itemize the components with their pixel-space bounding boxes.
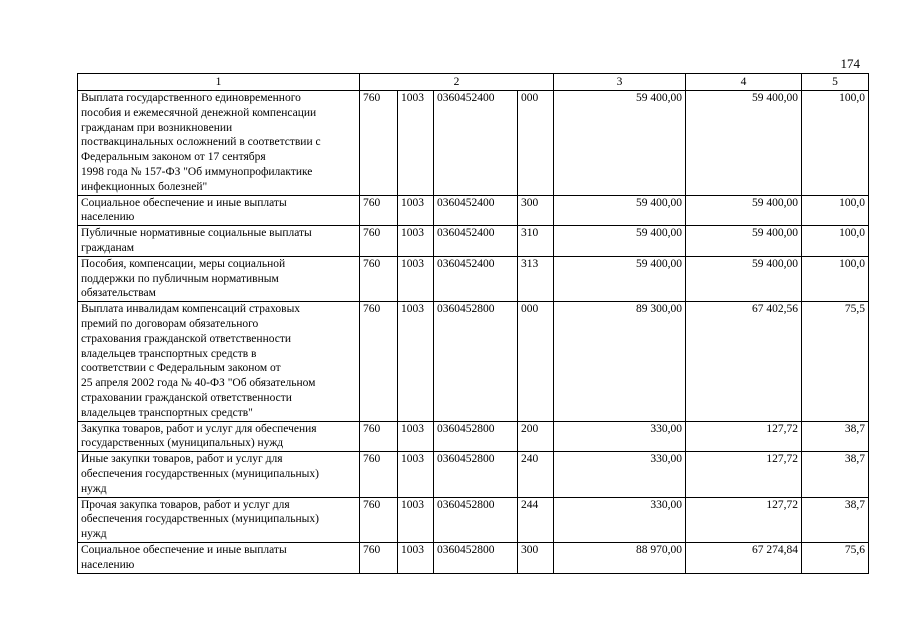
row-name-line: Выплата государственного единовременного [81,92,301,104]
code-type: 300 [518,542,554,573]
table-row [78,91,869,196]
value-col-3: 59 400,00 [554,91,686,196]
row-name-line: поддержки по публичным нормативным [81,272,279,285]
header-cell-5: 5 [802,74,869,91]
code-target: 0360452800 [434,542,518,573]
table-row [78,226,869,257]
code-type: 240 [518,452,554,497]
code-section: 1003 [398,91,434,196]
value-col-3: 330,00 [554,421,686,452]
code-target: 0360452800 [434,452,518,497]
value-col-4: 59 400,00 [686,256,802,301]
table-row [78,497,869,542]
row-name-line: Публичные нормативные социальные выплаты [81,227,312,240]
row-name-line: Социальное обеспечение и иные выплаты [81,196,287,209]
value-col-5: 100,0 [802,226,869,257]
row-name [78,91,360,196]
table-row [78,542,869,573]
code-type: 200 [518,421,554,452]
code-admin: 760 [360,226,398,257]
value-col-3: 330,00 [554,497,686,542]
row-name [78,542,360,573]
row-name-line: соответствии с Федеральным законом от [81,362,281,375]
code-section: 1003 [398,542,434,573]
row-name [78,421,360,452]
row-name-line: Социальное обеспечение и иные выплаты [81,543,287,556]
row-name-line: Выплата инвалидам компенсаций страховых [81,303,301,316]
row-name-line: населению [81,211,135,224]
row-name-line: обязательствам [81,287,156,300]
row-name-line: Закупка товаров, работ и услуг для обеспечения [81,422,317,435]
table-row [78,195,869,226]
code-admin: 760 [360,542,398,573]
row-name-line: пособия и ежемесячной денежной компенсации [81,106,317,119]
value-col-5: 75,5 [802,302,869,421]
row-name-line: нужд [81,528,107,541]
value-col-5: 38,7 [802,421,869,452]
value-col-5: 100,0 [802,91,869,196]
row-name [78,256,360,301]
table-row [78,421,869,452]
code-section: 1003 [398,421,434,452]
row-name-line: инфекционных болезней" [81,180,208,193]
code-admin: 760 [360,421,398,452]
code-section: 1003 [398,302,434,421]
code-section: 1003 [398,195,434,226]
header-cell-2: 2 [360,74,554,91]
code-admin: 760 [360,256,398,301]
row-name-line: гражданам [81,241,135,254]
header-cell-1: 1 [78,74,360,91]
value-col-4: 67 274,84 [686,542,802,573]
code-admin: 760 [360,302,398,421]
value-col-3: 88 970,00 [554,542,686,573]
code-type: 300 [518,195,554,226]
table-row [78,302,869,421]
row-name-line: страховании гражданской ответственности [81,391,292,404]
value-col-4: 59 400,00 [686,91,802,196]
row-name-line: обеспечения государственных (муниципальных) [81,467,319,480]
row-name [78,302,360,421]
row-name-line: Федеральным законом от 17 сентября [81,151,266,164]
row-name [78,497,360,542]
row-name-line: гражданам при возникновении [81,121,233,134]
value-col-4: 67 402,56 [686,302,802,421]
row-name-line: государственных (муниципальных) нужд [81,437,284,450]
code-type: 310 [518,226,554,257]
value-col-4: 59 400,00 [686,226,802,257]
row-name [78,226,360,257]
table-body [78,91,869,574]
row-name-line: владельцев транспортных средств" [81,406,253,419]
code-section: 1003 [398,497,434,542]
row-name-line: владельцев транспортных средств в [81,347,257,360]
row-name [78,452,360,497]
value-col-3: 59 400,00 [554,226,686,257]
code-target: 0360452400 [434,256,518,301]
table-row [78,256,869,301]
value-col-3: 330,00 [554,452,686,497]
code-target: 0360452800 [434,497,518,542]
code-type: 244 [518,497,554,542]
value-col-5: 100,0 [802,256,869,301]
row-name [78,195,360,226]
budget-table [77,73,869,574]
code-section: 1003 [398,452,434,497]
code-type: 000 [518,91,554,196]
page-number: 174 [840,56,860,71]
row-name-line: Прочая закупка товаров, работ и услуг для [81,498,290,511]
value-col-4: 59 400,00 [686,195,802,226]
code-type: 000 [518,302,554,421]
row-name-line: Иные закупки товаров, работ и услуг для [81,453,283,466]
value-col-5: 100,0 [802,195,869,226]
row-name-line: премий по договорам обязательного [81,317,259,330]
row-name-line: страхования гражданской ответственности [81,332,292,345]
row-name-line: 1998 года № 157-ФЗ "Об иммунопрофилактике [81,165,313,178]
code-admin: 760 [360,195,398,226]
header-row [78,74,869,91]
value-col-4: 127,72 [686,452,802,497]
code-section: 1003 [398,256,434,301]
row-name-line: нужд [81,482,107,495]
row-name-line: обеспечения государственных (муниципальных) [81,513,319,526]
code-admin: 760 [360,497,398,542]
value-col-5: 38,7 [802,497,869,542]
row-name-line: Пособия, компенсации, меры социальной [81,257,286,270]
row-name-line: поствакцинальных осложнений в соответствии с [81,136,321,149]
row-name-line: населению [81,558,135,571]
code-admin: 760 [360,452,398,497]
code-target: 0360452800 [434,421,518,452]
value-col-3: 59 400,00 [554,195,686,226]
table-row [78,452,869,497]
header-cell-4: 4 [686,74,802,91]
value-col-5: 38,7 [802,452,869,497]
code-section: 1003 [398,226,434,257]
value-col-5: 75,6 [802,542,869,573]
value-col-3: 89 300,00 [554,302,686,421]
value-col-4: 127,72 [686,497,802,542]
code-target: 0360452400 [434,91,518,196]
code-type: 313 [518,256,554,301]
code-target: 0360452400 [434,226,518,257]
code-target: 0360452400 [434,195,518,226]
header-cell-3: 3 [554,74,686,91]
value-col-3: 59 400,00 [554,256,686,301]
code-target: 0360452800 [434,302,518,421]
row-name-line: 25 апреля 2002 года № 40-ФЗ "Об обязательном [81,377,316,390]
code-admin: 760 [360,91,398,196]
value-col-4: 127,72 [686,421,802,452]
